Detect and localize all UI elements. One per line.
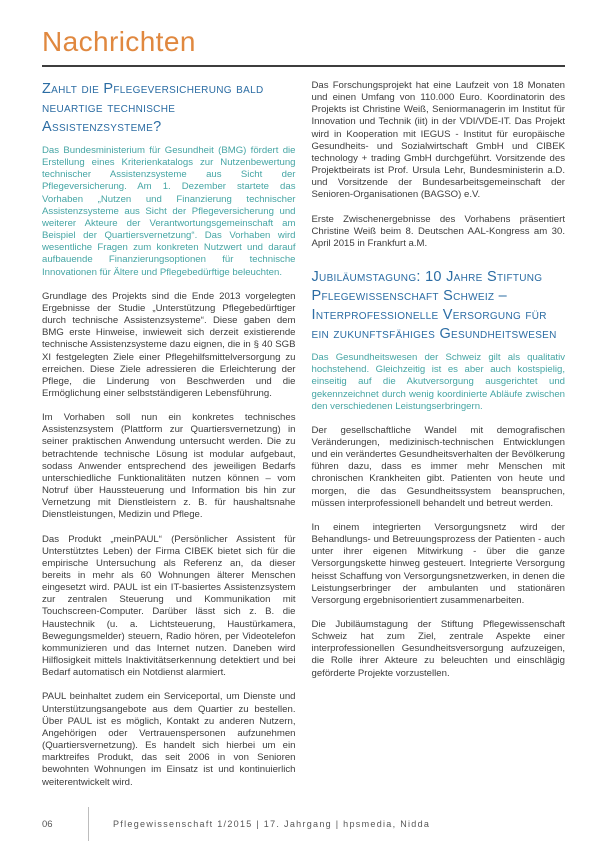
article-paragraph: Im Vorhaben soll nun ein konkretes technisches Assistenzsystem (Plattform zur Quartiersvernetzung) in seiner praktischen Anwendung untersucht werden. Die zu betrachtende technische Lösung ist modular aufgebaut, sodass Anwender entsprechend des jeweiligen Bedarfs unterschiedliche Funktionalitäten nutzen können – vom Notruf über Haussteuerung und Information bis hin zur Vernetzung mit Dienstleistern z. B. für haushaltsnahe Dienstleistungen, Medizin und Pflege. — [42, 412, 296, 521]
article-paragraph: Erste Zwischenergebnisse des Vorhabens präsentiert Christine Weiß beim 8. Deutschen AAL-Kongress am 30. April 2015 in Frankfurt a.M. — [311, 213, 565, 249]
article-paragraph: Das Forschungsprojekt hat eine Laufzeit von 18 Monaten und einen Umfang von 110.000 Euro. Koordinatorin des Projekts ist Christine Weiß, Seniormanagerin im Institut für Innovation und Technik (iit) in der VDI/VDE-IT. Das Projekt wird in Kooperation mit IEGUS - Institut für europäische Gesundheits- und Sozialwirtschaft GmbH und CIBEK technology + trading GmbH durchgeführt. Vorsitzende des Projektbeirats ist Prof. Ursula Lehr, Bundesministerin a.D. und Vorsitzende der Bundesarbeitsgemeinschaft der Senioren-Organisationen (BAGSO) e.V. — [311, 80, 565, 201]
title-rule — [42, 65, 565, 67]
page-footer — [42, 807, 565, 841]
article-paragraph: Der gesellschaftliche Wandel mit demografischen Veränderungen, medizinisch-technischen Entwicklungen und ein verändertes Gesundheitsverhalten der Bevölkerung führen dazu, dass es immer mehr Menschen mit chronischen Krankheiten gibt. Patienten von heute und morgen, die das Gesundheitssystem beanspruchen, müssen interprofessionell behandelt und betreut werden. — [311, 424, 565, 509]
page-number: 06 — [42, 818, 53, 830]
page-header — [42, 26, 565, 67]
article-lead: Das Gesundheitswesen der Schweiz gilt als qualitativ hochstehend. Gleichzeitig ist es aber auch kostspielig, einseitig auf die Akutversorgung ausgerichtet und gekennzeichnet durch wenig koordinierte Abläufe zwischen den verschiedenen Leistungserbringern. — [311, 352, 565, 412]
journal-info: Pflegewissenschaft 1/2015 | 17. Jahrgang | hpsmedia, Nidda — [113, 819, 431, 829]
article-lead: Das Bundesministerium für Gesundheit (BMG) fördert die Erstellung eines Kriterienkatalogs zur Nutzenbewertung technischer Assistenzsysteme aus Sicht der Pflegeversicherung. Am 1. Dezember startete das Vorhaben „Nutzen und Finanzierung technischer Assistenzsysteme aus Sicht der Pflegeversicherung und weiterer Akteure der Verantwortungsgemeinschaft am Beispiel der Quartiersvernetzung“. Das Vorhaben wird wesentliche Fragen zum konkreten Nutzwert und darauf aufbauende Finanzierungsoptionen für technische Innovationen für Ältere und Pflegebedürftige beleuchten. — [42, 145, 296, 278]
article-jubilaeumstagung — [312, 268, 566, 680]
article-paragraph: Das Produkt „meinPAUL“ (Persönlicher Assistent für Unterstütztes Leben) der Firma CIBEK bietet sich für die empirische Untersuchung als Referenz an, da dieser bereits in mehr als 60 Wohnungen älterer Menschen eingesetzt wird. PAUL ist ein IT-basiertes Assistenzsystem zur zentralen Steuerung und Kommunikation mit Touchscreen-Computer. Darüber lässt sich z. B. die Haustechnik (u. a. Lichtsteuerung, Haustürkamera, Bewegungsmelder) steuern, Radio hören, per Videotelefon kommunizieren und das Internet nutzen. Daneben wird Hilflosigkeit mittels Inaktivitätserkennung detektiert und bei Bedarf automatisch ein Notdienst alarmiert. — [42, 533, 296, 679]
article-columns — [42, 80, 565, 806]
article-paragraph: Die Jubiläumstagung der Stiftung Pflegewissenschaft Schweiz hat zum Ziel, zentrale Aspekte einer interprofessionellen Gesundheitsversorgung aufzuzeigen, die Rolle ihrer Akteure zu beleuchten und einschlägig geförderte Projekte vorzustellen. — [311, 619, 565, 679]
article-paragraph: Grundlage des Projekts sind die Ende 2013 vorgelegten Ergebnisse der Studie „Unterstützung Pflegebedürftiger durch technische Assistenzsysteme“. Diese gaben dem BMG erste Hinweise, inwieweit sich derzeit existierende technische Assistenzsysteme dazu eignen, die in § 40 SGB XI festgelegten Ziele einer Pflegehilfsmittelversorgung zu erreichen. Diese Ziele adressieren die Erleichterung der Pflege, die Linderung von Beschwerden und die Ermöglichung einer selbstständigeren Lebensführung. — [42, 290, 296, 399]
article-heading: Zahlt die Pflegeversicherung bald neuartige technische Assistenzsysteme? — [42, 81, 264, 135]
article-heading: Jubiläumstagung: 10 Jahre Stiftung Pflegewissenschaft Schweiz – Interprofessionelle Versorgung für ein zukunftsfähiges Gesundheitswesen — [311, 269, 557, 343]
article-paragraph: In einem integrierten Versorgungsnetz wird der Behandlungs- und Betreuungsprozess der Patienten - auch unter ihrer eigenen Mitwirkung - über die ganze Versorgungskette hinweg gesteuert. Integrierte Versorgung heisst Schaffung von Versorgungsnetzwerken, in denen die Leistungserbringer der ambulanten und stationären Versorgung ergebnisorientiert zusammenarbeiten. — [311, 521, 565, 606]
footer-divider — [88, 807, 89, 841]
article-paragraph: PAUL beinhaltet zudem ein Serviceportal, um Dienste und Unterstützungsangebote aus dem Quartier zu bestellen. Über PAUL ist es möglich, Kontakt zu anderen Nutzern, Angehörigen oder Vertrauenspersonen aufzunehmen (Quartiersvernetzung). Es handelt sich hierbei um ein marktreifes Produkt, das seit 2006 in von Senioren bewohnten Wohnungen im Einsatz ist und kontinuierlich weiterentwickelt wird. — [42, 691, 296, 788]
page-title: Nachrichten — [42, 26, 196, 57]
